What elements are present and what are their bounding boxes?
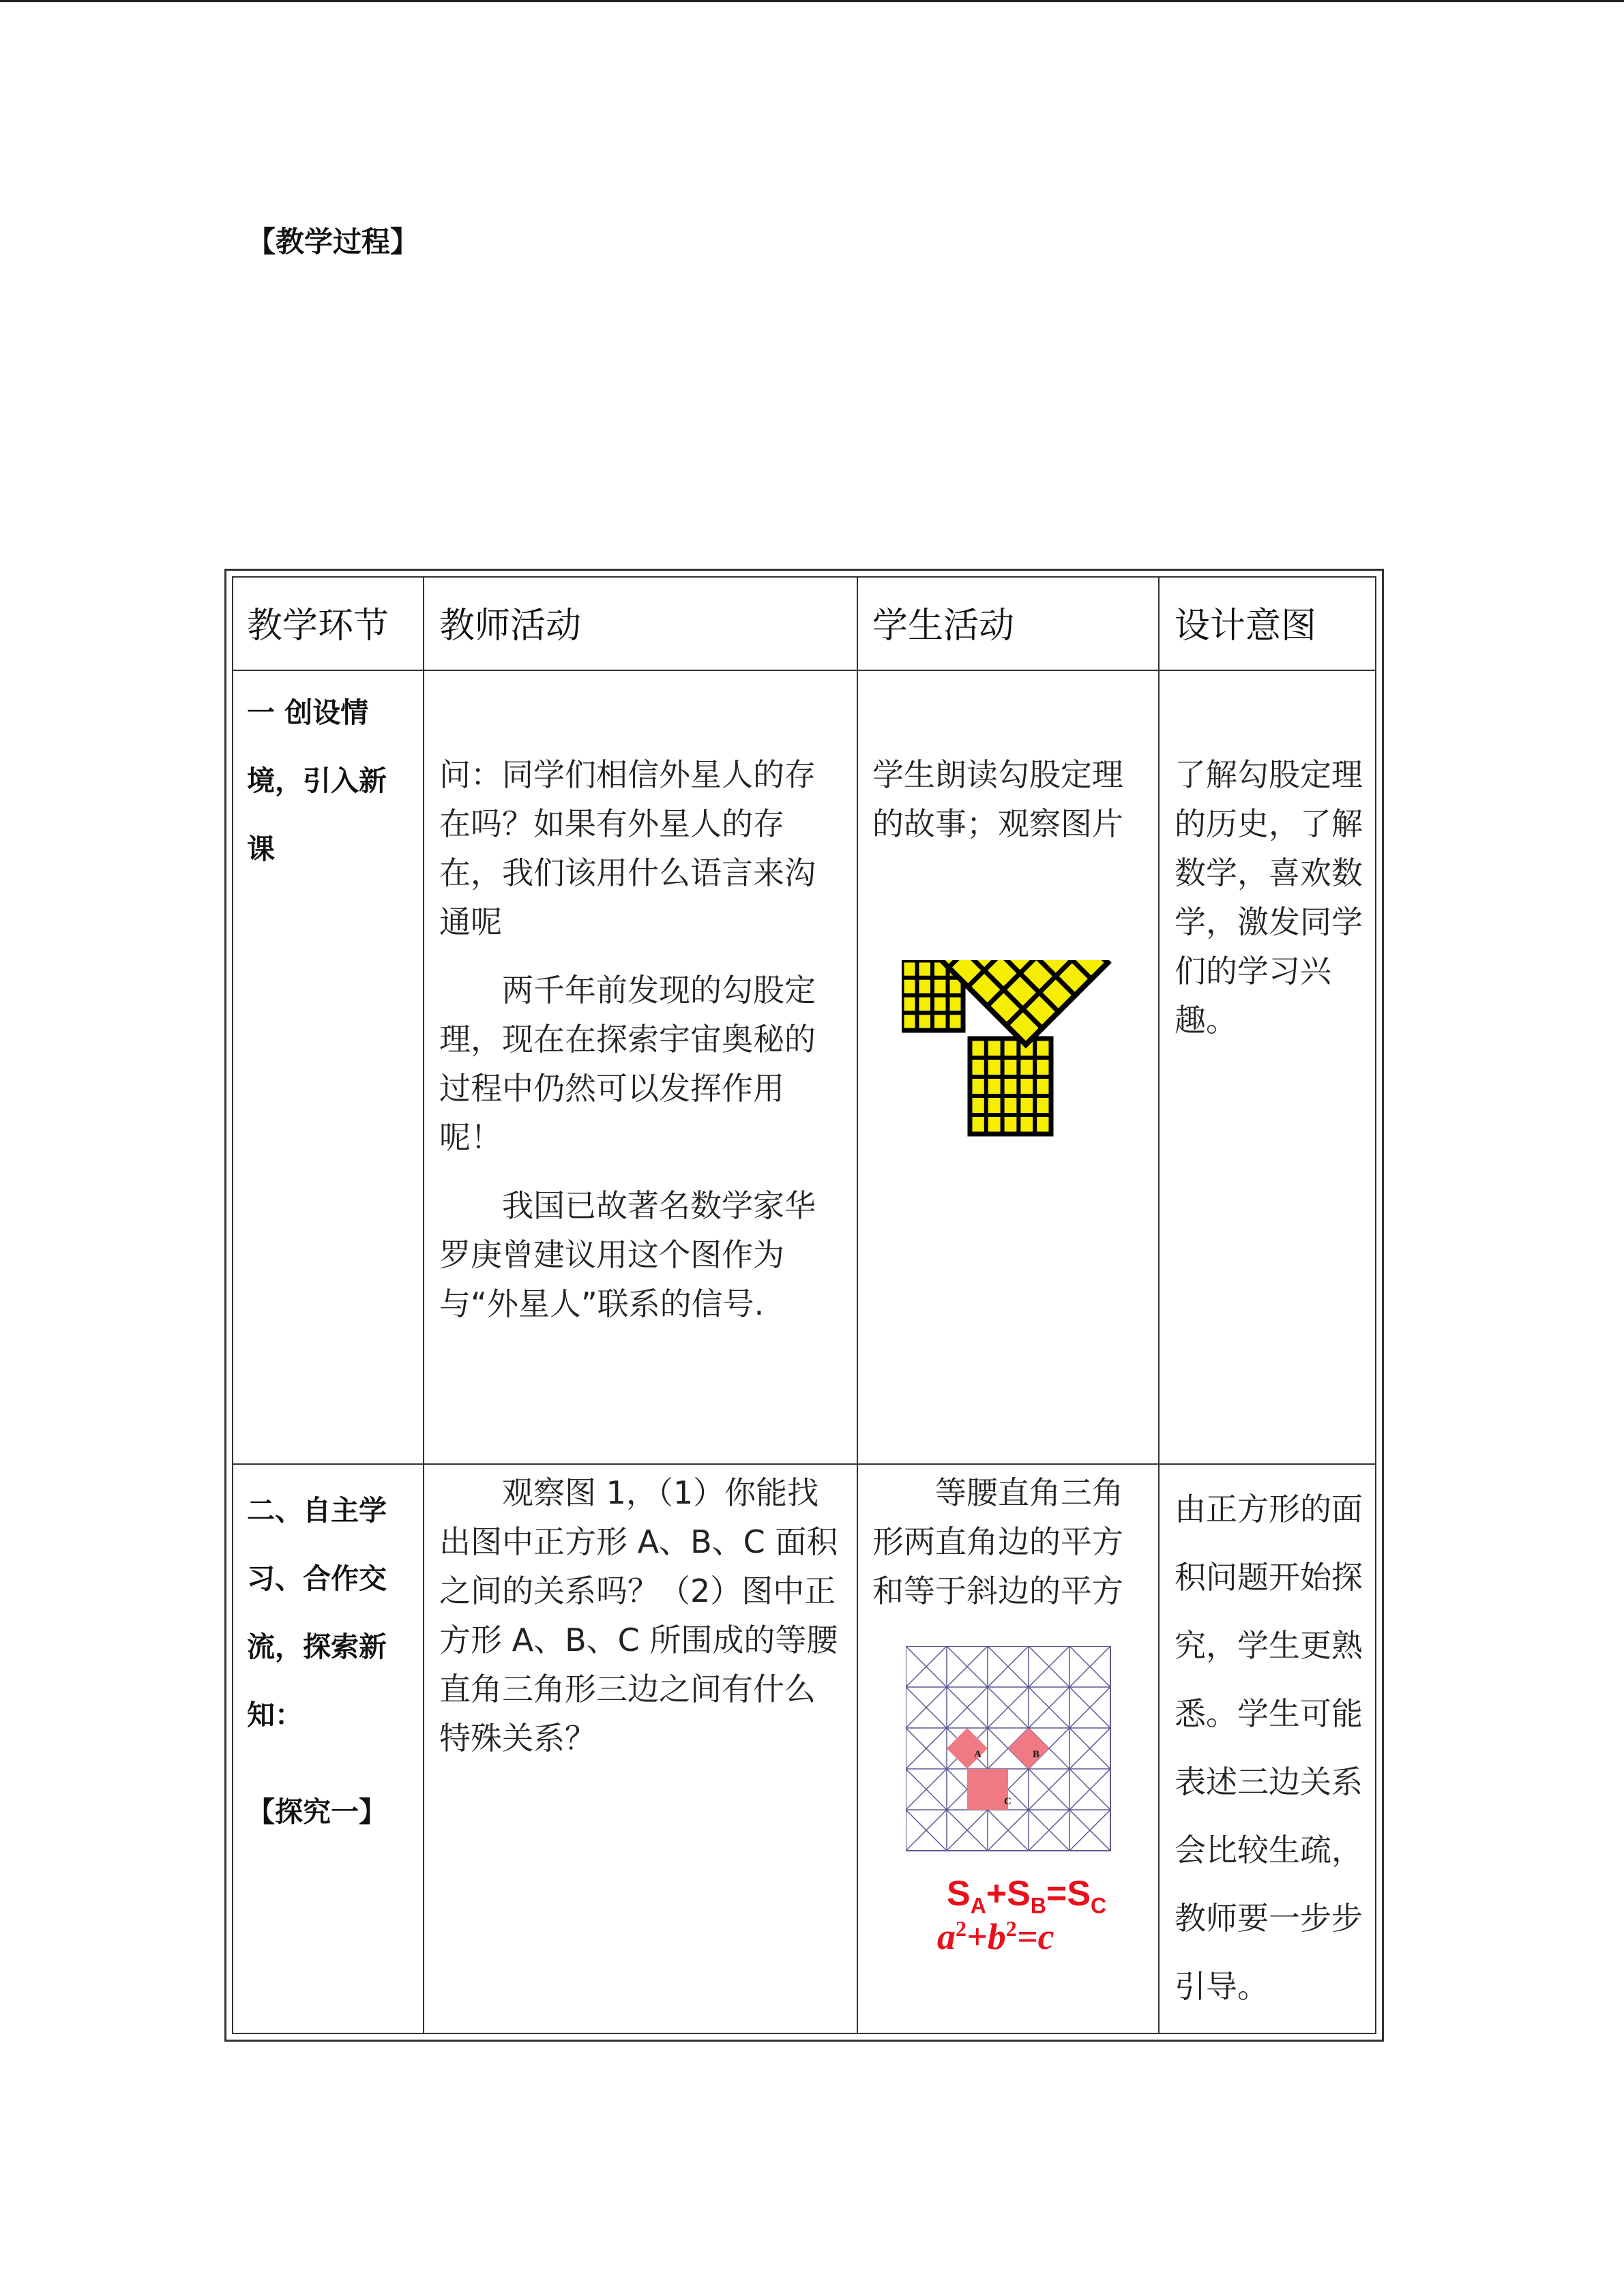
formula-exp: 2 [956, 1916, 966, 1941]
square-grid-figure [906, 1646, 1117, 1858]
row2-intent [1175, 1475, 1379, 2021]
lesson-table [224, 569, 1384, 2042]
row1-teacher [439, 750, 842, 1328]
area-formula [947, 1873, 1106, 1918]
formula-c: c [1037, 1916, 1054, 1957]
lesson-table-inner [232, 576, 1376, 2034]
row2-stage-line: 知： [247, 1699, 303, 1731]
section-heading: 【教学过程】 [247, 225, 419, 258]
pythagoras-squares-figure [902, 960, 1147, 1253]
row-divider [233, 670, 1375, 671]
side-formula [937, 1915, 1054, 1958]
column-divider [1158, 578, 1160, 2033]
formula-s: S [947, 1874, 971, 1913]
row2-intent-line: 引导。 [1175, 1968, 1269, 2005]
row1-stage-line: 一 创设情 [247, 696, 369, 729]
header-stage: 教学环节 [247, 606, 389, 646]
formula-s: S [1067, 1874, 1091, 1913]
teacher-question: 问：同学们相信外星人的存在吗？如果有外星人的存在，我们该用什么语言来沟通呢 [439, 756, 816, 940]
row2-intent-line: 悉。学生可能 [1175, 1695, 1363, 1732]
row2-stage [247, 1476, 417, 1846]
formula-equals: = [1046, 1874, 1067, 1913]
teacher-history-note: 两千年前发现的勾股定理，现在在探索宇宙奥秘的过程中仍然可以发挥作用呢！ [439, 972, 816, 1156]
column-divider [857, 578, 858, 2033]
formula-sub-a: A [970, 1893, 986, 1918]
row2-intent-line: 由正方形的面 [1175, 1491, 1363, 1527]
formula-a: a [937, 1916, 956, 1957]
grid-label-c: C [1004, 1796, 1012, 1807]
formula-equals: = [1016, 1916, 1038, 1957]
formula-sub-c: C [1091, 1893, 1107, 1918]
teacher-huaruogeng-note: 我国已故著名数学家华罗庚曾建议用这个图作为与“外星人”联系的信号. [439, 1187, 816, 1322]
page-top-rule [0, 0, 1624, 2]
row2-teacher: 观察图 1，（1）你能找出图中正方形 A、B、C 面积之间的关系吗？（2）图中正方形 A、B、C 所围成的等腰直角三角形三边之间有什么特殊关系？ [439, 1474, 838, 1757]
row1-stage-line: 课 [247, 833, 275, 865]
row2-stage-line: 二、自主学 [247, 1494, 387, 1527]
header-teacher: 教师活动 [439, 606, 582, 646]
formula-sub-b: B [1030, 1893, 1046, 1918]
header-student: 学生活动 [872, 606, 1015, 646]
row1-stage-line: 境，引入新 [247, 764, 387, 797]
row2-intent-line: 教师要一步步 [1175, 1900, 1363, 1937]
formula-plus: + [966, 1916, 988, 1957]
grid-label-a: A [974, 1749, 981, 1760]
grid-square-c [967, 1769, 1008, 1810]
header-intent: 设计意图 [1175, 606, 1317, 646]
row2-intent-line: 积问题开始探 [1175, 1559, 1363, 1596]
row2-intent-line: 究，学生更熟 [1175, 1627, 1363, 1664]
column-divider [423, 578, 424, 2033]
row2-student: 等腰直角三角形两直角边的平方和等于斜边的平方 [872, 1474, 1123, 1609]
row-divider [233, 1463, 1375, 1465]
formula-plus: + [986, 1874, 1007, 1913]
row2-stage-line: 习、合作交 [247, 1562, 387, 1595]
formula-s: S [1007, 1874, 1031, 1913]
row2-intent-line: 会比较生疏， [1175, 1832, 1363, 1868]
formula-b: b [987, 1916, 1006, 1957]
row2-intent-line: 表述三边关系 [1175, 1763, 1363, 1800]
row1-stage [247, 679, 417, 883]
grid-label-b: B [1033, 1749, 1040, 1760]
square-small-bottom [970, 1039, 1051, 1134]
row1-student: 学生朗读勾股定理的故事；观察图片 [872, 756, 1123, 842]
row1-intent: 了解勾股定理的历史，了解数学，喜欢数学，激发同学们的学习兴趣。 [1175, 756, 1363, 1039]
row2-stage-sub: 【探究一】 [247, 1795, 387, 1828]
formula-exp: 2 [1005, 1916, 1017, 1941]
row2-stage-line: 流，探索新 [247, 1630, 387, 1663]
